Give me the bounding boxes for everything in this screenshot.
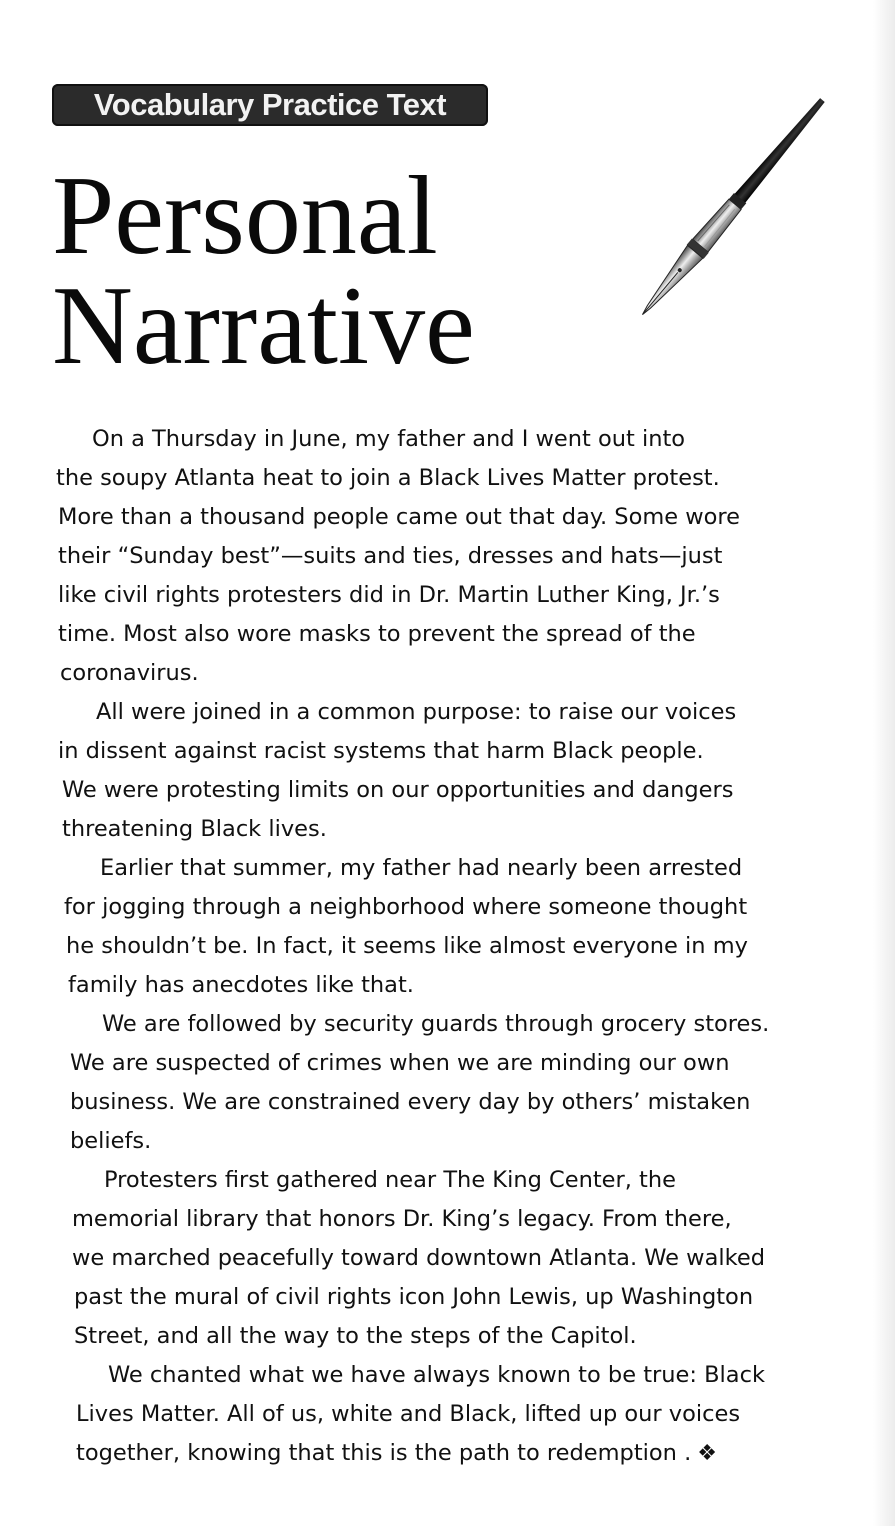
narrative-line: for jogging through a neighborhood where someone thought bbox=[64, 894, 748, 920]
narrative-line: We are suspected of crimes when we are minding our own bbox=[70, 1050, 730, 1076]
narrative-line: Earlier that summer, my father had nearly been arrested bbox=[100, 855, 743, 881]
page-edge-shadow bbox=[873, 0, 895, 1526]
narrative-line: Street, and all the way to the steps of the Capitol. bbox=[74, 1323, 637, 1349]
narrative-line: We were protesting limits on our opportunities and dangers bbox=[62, 777, 734, 803]
narrative-line: We are followed by security guards through grocery stores. bbox=[102, 1011, 770, 1037]
narrative-line: he shouldn’t be. In fact, it seems like almost everyone in my bbox=[66, 933, 748, 959]
narrative-line: past the mural of civil rights icon John Lewis, up Washington bbox=[74, 1284, 754, 1310]
narrative-line: More than a thousand people came out that day. Some wore bbox=[58, 504, 741, 530]
narrative-line: time. Most also wore masks to prevent the spread of the bbox=[58, 621, 696, 647]
narrative-line: Protesters first gathered near The King Center, the bbox=[104, 1167, 676, 1193]
narrative-line: in dissent against racist systems that harm Black people. bbox=[58, 738, 704, 764]
narrative-line: coronavirus. bbox=[60, 660, 199, 686]
title-line-2: Narrative bbox=[52, 264, 475, 388]
narrative-line: business. We are constrained every day by others’ mistaken bbox=[70, 1089, 751, 1115]
narrative-line: their “Sunday best”—suits and ties, dresses and hats—just bbox=[58, 543, 723, 569]
narrative-line: like civil rights protesters did in Dr. Martin Luther King, Jr.’s bbox=[58, 582, 720, 608]
narrative-line: the soupy Atlanta heat to join a Black Lives Matter protest. bbox=[56, 465, 720, 491]
narrative-line: beliefs. bbox=[70, 1128, 152, 1154]
narrative-line: threatening Black lives. bbox=[62, 816, 327, 842]
end-of-text-ornament-icon: ❖ bbox=[697, 1441, 717, 1466]
narrative-line: Lives Matter. All of us, white and Black, lifted up our voices bbox=[76, 1401, 741, 1427]
title-line-1: Personal bbox=[52, 154, 438, 278]
narrative-line: We chanted what we have always known to be true: Black bbox=[108, 1362, 765, 1388]
section-label-banner: Vocabulary Practice Text bbox=[52, 84, 488, 126]
narrative-line: together, knowing that this is the path to redemption . ❖ bbox=[56, 1434, 786, 1473]
narrative-body bbox=[56, 420, 786, 1473]
narrative-line: All were joined in a common purpose: to raise our voices bbox=[96, 699, 737, 725]
narrative-line: memorial library that honors Dr. King’s legacy. From there, bbox=[72, 1206, 732, 1232]
page-title bbox=[52, 154, 475, 388]
narrative-line: On a Thursday in June, my father and I went out into bbox=[92, 426, 686, 452]
fountain-pen-icon bbox=[606, 70, 846, 360]
narrative-line: we marched peacefully toward downtown Atlanta. We walked bbox=[72, 1245, 765, 1271]
narrative-line: family has anecdotes like that. bbox=[68, 972, 414, 998]
